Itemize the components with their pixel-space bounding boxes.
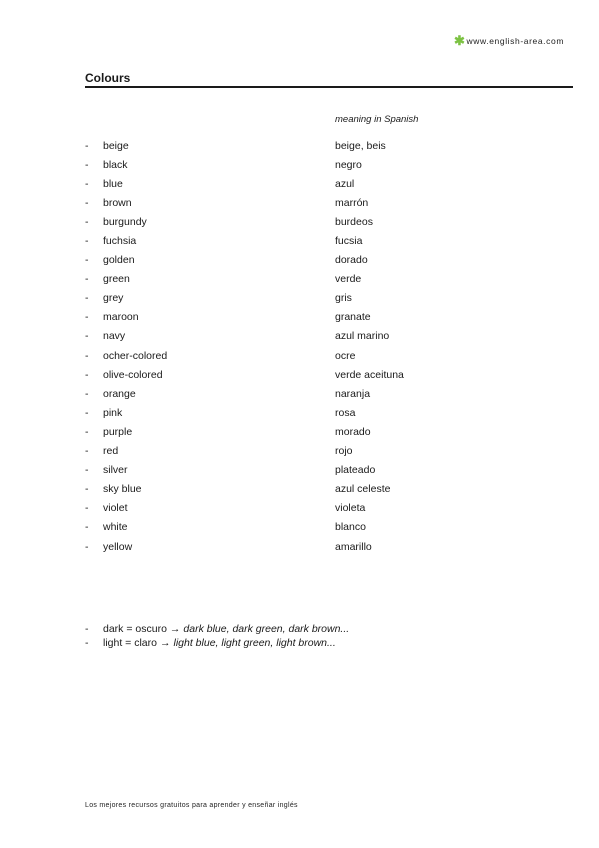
list-item <box>85 422 404 441</box>
spanish-column-header: meaning in Spanish <box>335 114 419 125</box>
spanish-meaning: beige, beis <box>335 139 386 152</box>
list-item <box>85 136 404 155</box>
bullet-dash: - <box>85 177 89 190</box>
bullet-dash: - <box>85 311 89 324</box>
bullet-dash: - <box>85 330 89 343</box>
spanish-meaning: naranja <box>335 387 371 400</box>
title-divider <box>85 86 573 88</box>
site-logo <box>454 33 565 48</box>
list-item <box>85 499 404 518</box>
english-term: maroon <box>103 311 139 324</box>
spanish-meaning: marrón <box>335 196 369 209</box>
english-term: silver <box>103 464 128 477</box>
spanish-meaning: violeta <box>335 502 366 515</box>
spanish-meaning: granate <box>335 311 371 324</box>
spanish-meaning: rojo <box>335 445 353 458</box>
english-term: blue <box>103 177 123 190</box>
english-term: violet <box>103 502 128 515</box>
english-term: orange <box>103 387 136 400</box>
english-term: yellow <box>103 540 133 553</box>
spanish-meaning: verde <box>335 273 362 286</box>
spanish-meaning: burdeos <box>335 215 373 228</box>
english-term: fuchsia <box>103 235 137 248</box>
english-term: purple <box>103 425 133 438</box>
english-term: black <box>103 158 128 171</box>
arrow-right-icon: → <box>160 637 171 649</box>
list-item <box>85 270 404 289</box>
spanish-meaning: blanco <box>335 521 366 534</box>
spanish-meaning: azul celeste <box>335 483 391 496</box>
bullet-dash: - <box>85 425 89 438</box>
bullet-dash: - <box>85 139 89 152</box>
list-item <box>85 365 404 384</box>
list-item <box>85 193 404 212</box>
english-term: brown <box>103 196 132 209</box>
bullet-dash: - <box>85 445 89 458</box>
note-examples: dark blue, dark green, dark brown... <box>183 623 350 635</box>
bullet-dash: - <box>85 273 89 286</box>
bullet-dash: - <box>85 349 89 362</box>
list-item <box>85 251 404 270</box>
bullet-dash: - <box>85 368 89 381</box>
list-item <box>85 442 404 461</box>
english-term: white <box>103 521 128 534</box>
list-item <box>85 174 404 193</box>
spanish-meaning: azul <box>335 177 355 190</box>
spanish-meaning: rosa <box>335 406 356 419</box>
bullet-dash: - <box>85 158 89 171</box>
english-term: olive-colored <box>103 368 163 381</box>
list-item <box>85 403 404 422</box>
list-item <box>85 155 404 174</box>
spanish-meaning: ocre <box>335 349 356 362</box>
bullet-dash: - <box>85 483 89 496</box>
footer-text: Los mejores recursos gratuitos para aprender y enseñar inglés <box>85 802 298 809</box>
spanish-meaning: amarillo <box>335 540 372 553</box>
spanish-meaning: morado <box>335 425 371 438</box>
list-item <box>85 537 404 556</box>
vocabulary-list <box>85 136 404 556</box>
bullet-dash: - <box>85 406 89 419</box>
asterisk-logo-icon: ✱ <box>454 33 466 48</box>
english-term: beige <box>103 139 129 152</box>
english-term: navy <box>103 330 126 343</box>
list-item <box>85 480 404 499</box>
bullet-dash: - <box>85 521 89 534</box>
note-term: dark = oscuro <box>103 623 167 635</box>
english-term: grey <box>103 292 124 305</box>
list-item <box>85 384 404 403</box>
spanish-meaning: verde aceituna <box>335 368 404 381</box>
bullet-dash: - <box>85 254 89 267</box>
list-item <box>85 308 404 327</box>
note-term: light = claro <box>103 637 157 649</box>
page-title: Colours <box>85 71 131 85</box>
bullet-dash: - <box>85 196 89 209</box>
spanish-meaning: azul marino <box>335 330 390 343</box>
list-item <box>85 518 404 537</box>
list-item <box>85 346 404 365</box>
spanish-meaning: gris <box>335 292 352 305</box>
bullet-dash: - <box>85 235 89 248</box>
list-item <box>85 289 404 308</box>
bullet-dash: - <box>85 292 89 305</box>
arrow-right-icon: → <box>169 623 181 635</box>
bullet-dash: - <box>85 215 89 228</box>
list-item <box>85 212 404 231</box>
english-term: green <box>103 273 130 286</box>
english-term: burgundy <box>103 215 147 228</box>
list-item <box>85 461 404 480</box>
notes-list <box>85 622 349 650</box>
english-term: golden <box>103 254 135 267</box>
bullet-dash: - <box>85 387 89 400</box>
note-item <box>85 636 349 650</box>
note-item <box>85 622 349 636</box>
site-url: www.english-area.com <box>466 36 565 46</box>
bullet-dash: - <box>85 637 89 649</box>
bullet-dash: - <box>85 540 89 553</box>
english-term: sky blue <box>103 483 142 496</box>
spanish-meaning: fucsia <box>335 235 363 248</box>
english-term: pink <box>103 406 123 419</box>
note-examples: light blue, light green, light brown... <box>173 637 336 649</box>
list-item <box>85 327 404 346</box>
spanish-meaning: negro <box>335 158 362 171</box>
english-term: red <box>103 445 119 458</box>
spanish-meaning: plateado <box>335 464 376 477</box>
english-term: ocher-colored <box>103 349 168 362</box>
list-item <box>85 231 404 250</box>
bullet-dash: - <box>85 464 89 477</box>
bullet-dash: - <box>85 502 89 515</box>
spanish-meaning: dorado <box>335 254 368 267</box>
bullet-dash: - <box>85 623 89 635</box>
